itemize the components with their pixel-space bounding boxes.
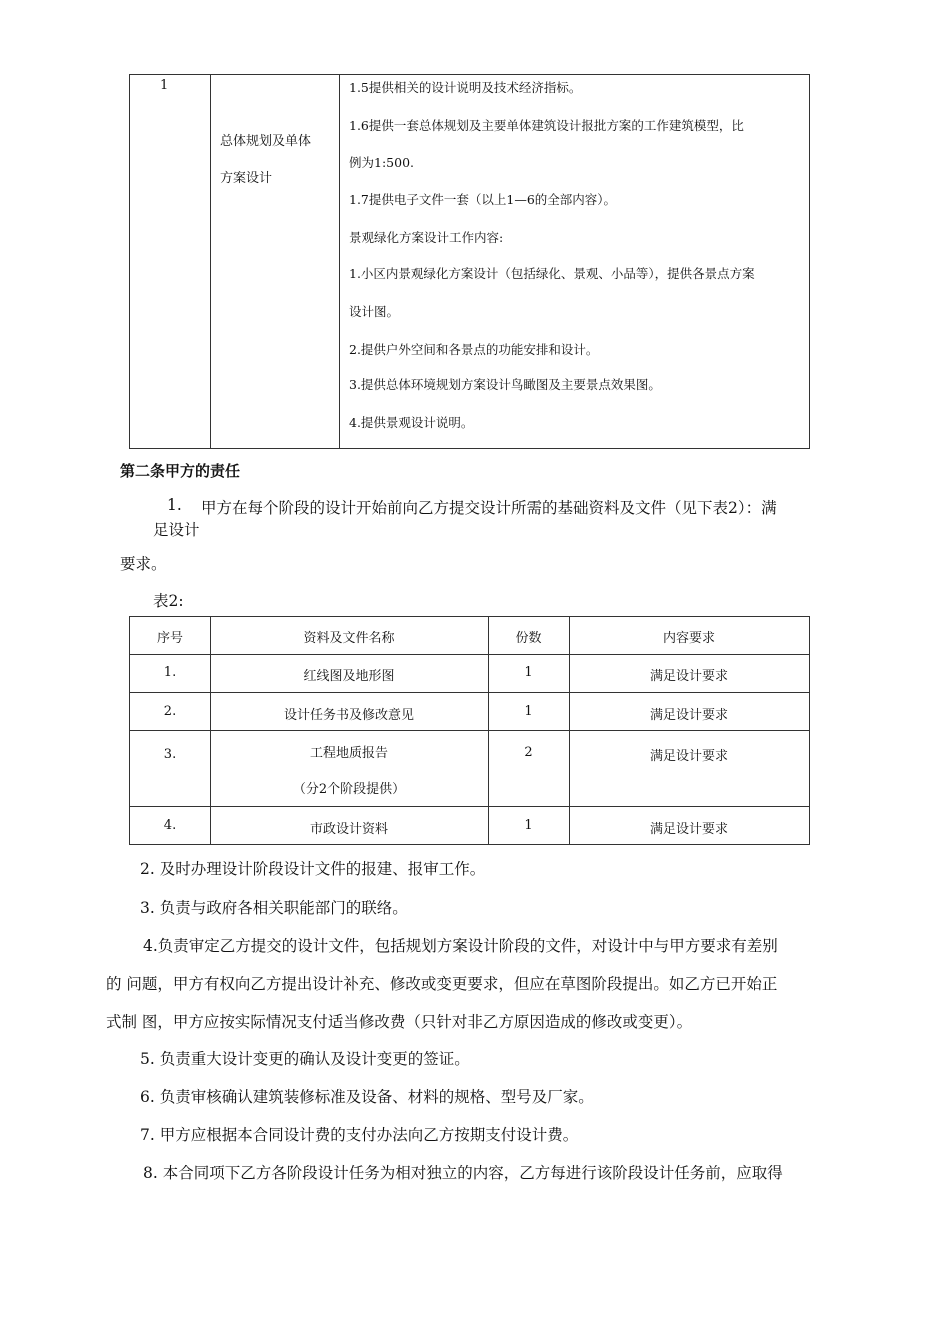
table-cell: 满足设计要求 — [649, 749, 728, 764]
clause-6: 6. 负责审核确认建筑装修标准及设备、材料的规格、型号及厂家。 — [140, 1088, 594, 1106]
table-cell: 3. — [163, 747, 177, 762]
scope-line: 1.小区内景观绿化方案设计（包括绿化、景观、小品等），提供各景点方案 — [349, 266, 755, 281]
table-cell: 1. — [163, 665, 177, 680]
table-cell: 满足设计要求 — [649, 708, 728, 723]
table-cell: 1 — [524, 818, 533, 833]
scope-line: 3.提供总体环境规划方案设计鸟瞰图及主要景点效果图。 — [349, 377, 661, 392]
clause-1-text: 足设计 — [153, 521, 200, 539]
row-divider — [130, 692, 809, 693]
scope-line: 4.提供景观设计说明。 — [349, 415, 474, 430]
table-cell: 红线图及地形图 — [303, 669, 395, 684]
table-header: 份数 — [515, 631, 542, 646]
clause-1-number: 1. — [167, 496, 182, 514]
table-header: 序号 — [156, 631, 183, 646]
section-title: 第二条甲方的责任 — [120, 462, 241, 480]
scope-line: 2.提供户外空间和各景点的功能安排和设计。 — [349, 342, 599, 357]
table-cell: 市政设计资料 — [309, 822, 388, 837]
table-cell: 满足设计要求 — [649, 669, 728, 684]
table-cell: 满足设计要求 — [649, 822, 728, 837]
row-number: 1 — [160, 78, 169, 93]
table-cell: 2. — [163, 704, 177, 719]
clause-8: 8. 本合同项下乙方各阶段设计任务为相对独立的内容，乙方每进行该阶段设计任务前，应取得 — [143, 1164, 783, 1182]
scope-line: 1.6提供一套总体规划及主要单体建筑设计报批方案的工作建筑模型，比 — [349, 118, 744, 133]
row-divider — [130, 654, 809, 655]
clause-4: 4.负责审定乙方提交的设计文件，包括规划方案设计阶段的文件，对设计中与甲方要求有差别 — [143, 937, 778, 955]
category-label: 总体规划及单体 — [220, 134, 312, 149]
clause-4: 的 问题，甲方有权向乙方提出设计补充、修改或变更要求，但应在草图阶段提出。如乙方已开始正 — [106, 975, 778, 993]
scope-table — [129, 74, 810, 449]
clause-1-text: 要求。 — [120, 555, 167, 573]
scope-line: 1.7提供电子文件一套（以上1—6的全部内容）。 — [349, 192, 617, 207]
table-header: 资料及文件名称 — [303, 631, 395, 646]
clause-4: 式制 图，甲方应按实际情况支付适当修改费（只针对非乙方原因造成的修改或变更）。 — [106, 1013, 693, 1031]
scope-line: 例为1:500. — [349, 155, 414, 170]
scope-line: 景观绿化方案设计工作内容: — [349, 230, 504, 245]
category-label: 方案设计 — [220, 171, 273, 186]
clause-3: 3. 负责与政府各相关职能部门的联络。 — [140, 899, 408, 917]
row-divider — [130, 730, 809, 731]
clause-2: 2. 及时办理设计阶段设计文件的报建、报审工作。 — [140, 860, 486, 878]
column-divider — [339, 75, 340, 448]
materials-table — [129, 616, 810, 845]
table-cell: 1 — [524, 665, 533, 680]
table-2-label: 表2: — [153, 592, 184, 610]
clause-1-text: 甲方在每个阶段的设计开始前向乙方提交设计所需的基础资料及文件（见下表2）：满 — [201, 499, 777, 517]
table-cell: 工程地质报告 — [309, 746, 388, 761]
column-divider — [210, 75, 211, 448]
table-cell: 设计任务书及修改意见 — [283, 708, 414, 723]
table-cell: （分2个阶段提供） — [292, 782, 406, 797]
scope-line: 1.5提供相关的设计说明及技术经济指标。 — [349, 80, 582, 95]
clause-7: 7. 甲方应根据本合同设计费的支付办法向乙方按期支付设计费。 — [140, 1126, 579, 1144]
row-divider — [130, 806, 809, 807]
table-header: 内容要求 — [662, 631, 715, 646]
table-cell: 2 — [524, 745, 533, 760]
table-cell: 1 — [524, 704, 533, 719]
table-cell: 4. — [163, 818, 177, 833]
scope-line: 设计图。 — [349, 304, 400, 319]
clause-5: 5. 负责重大设计变更的确认及设计变更的签证。 — [140, 1050, 470, 1068]
